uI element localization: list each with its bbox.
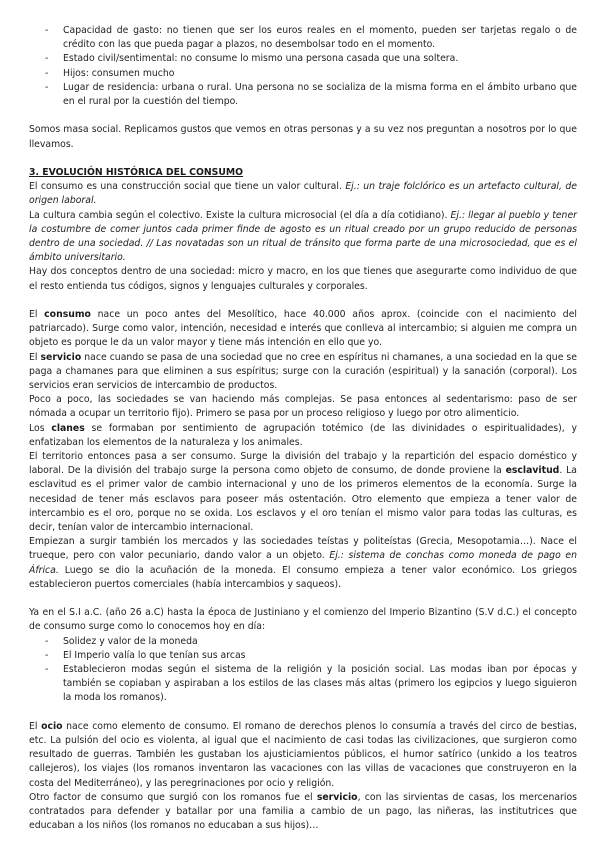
paragraph-text: El [29, 309, 45, 321]
keyword-consumo: consumo [44, 309, 91, 321]
example-text: Ej.: llegar al pueblo y tener la costumbre de comer juntos cada primer finde de agosto es un ritual creado por un grupo reducido de personas dentro de una sociedad. // Las novatadas son un ritual de tránsito que forma parte de una microsociedad, que es el ámbito universitario. [29, 209, 577, 264]
list-item: - Hijos: consumen mucho [29, 67, 577, 81]
list-item: - Lugar de residencia: urbana o rural. Una persona no se socializa de la misma forma en el ámbito urbano que en el rural por la cuestión del tiempo. [29, 81, 577, 109]
paragraph-text: El [29, 351, 41, 363]
mercados-paragraph [29, 535, 577, 592]
sedentarismo-paragraph: Poco a poco, las sociedades se van haciendo más complejas. Se pasa entonces al sedentarismo: paso de ser nómada a ocupar un territorio fijo). Primero se pasa por un proceso religioso y luego por otro alimenticio. [29, 394, 577, 420]
paragraph-text: nace como elemento de consumo. El romano de derechos plenos lo consumía a través del circo de bestias, etc. La pulsión del ocio es violenta, al igual que el nacimiento de casi todas las civilizaciones, que surgieron como resultado de guerras. También les gustaban los ajusticiamientos públicos, el humor satírico (unkido a los teatros callejeros), los viajes (los romanos inventaron las vacaciones con las villas de vacaciones que construyeron en la costa del Mediterráneo), y las peregrinaciones por ocio y religión. [29, 720, 577, 789]
paragraph-text: , con las sirvientas de casas, los mercenarios contratados para defender y batallar por una familia a cambio de un pago, las niñeras, las institutrices que educaban a los niños (los romanos no educaban a sus hijos)… [29, 791, 577, 832]
paragraph-text: nace cuando se pasa de una sociedad que no cree en espíritus ni chamanes, a una sociedad en la que se paga a chamanes para que eliminen a sus espíritus; surge con la curación (espiritual) y la sanación (corporal). Los servicios eran servicios de intercambio de productos. [29, 351, 577, 392]
keyword-servicio: servicio [316, 791, 358, 803]
paragraph-text: El consumo es una construcción social que tiene un valor cultural. [29, 181, 346, 193]
roman-servicio-paragraph [29, 791, 577, 834]
paragraph-text: Otro factor de consumo que surgió con los romanos fue el [29, 791, 317, 803]
keyword-ocio: ocio [41, 720, 63, 732]
consumo-paragraph [29, 308, 577, 351]
example-text: Ej.: un traje folclórico es un artefacto cultural, de origen laboral. [29, 181, 577, 207]
consumer-factors-list [29, 24, 577, 109]
paragraph-text: . La esclavitud es el primer valor de cambio internacional y uno de los primeros elementos de la economía. Surge la necesidad de tener más esclavos para poseer más ostentación. Otro elemento que empieza a tener valor de intercambio es el oro, porque no se oxida. Los esclavos y el oro tenían el mismo valor para todas las culturas, es decir, tenían valor de intercambio internacional. [29, 465, 577, 534]
cultural-value-paragraph [29, 180, 577, 208]
microsocial-paragraph [29, 209, 577, 266]
example-text: Ej.: sistema de conchas como moneda de pago en África. [29, 550, 577, 576]
paragraph-text: El [29, 720, 42, 732]
keyword-servicio: servicio [40, 351, 82, 363]
list-item: - Capacidad de gasto: no tienen que ser los euros reales en el momento, pueden ser tarjetas regalo o de crédito con las que pueda pagar a plazos, no desembolsar todo en el momento. [29, 24, 577, 52]
paragraph-text: Los [29, 422, 52, 434]
paragraph-text: nace un poco antes del Mesolítico, hace 40.000 años aprox. (coincide con el nacimiento del patriarcado). Surge como valor, intención, necesidad e interés que conlleva al intercambio; si alguien me compra un objeto es porque le da un valor mayor y tiene más intención en ello que yo. [29, 309, 577, 349]
roman-consumption-list [29, 635, 577, 706]
paragraph-text: Empiezan a surgir también los mercados y las sociedades teístas y politeístas (Grecia, Mesopotamia…). Nace el trueque, pero con valor pecuniario, dando valor a un objeto. [29, 536, 577, 562]
roman-intro-paragraph: Ya en el S.I a.C. (año 26 a.C) hasta la época de Justiniano y el comienzo del Imperio Bizantino (S.V d.C.) el concepto de consumo surge como lo conocemos hoy en día: [29, 607, 577, 633]
list-item: - El Imperio valía lo que tenían sus arcas [29, 649, 577, 663]
paragraph-text: El territorio entonces pasa a ser consumo. Surge la división del trabajo y la repartición del espacio doméstico y laboral. De la división del trabajo surge la persona como objeto de consumo, de donde proviene la [29, 451, 577, 477]
list-item: - Establecieron modas según el sistema de la religión y la posición social. Las modas iban por épocas y también se copiaban y aspiraban a los estilos de las clases más altas (primero los egipcios y luego siguieron la moda los romanos). [29, 663, 577, 706]
section-heading: 3. EVOLUCIÓN HISTÓRICA DEL CONSUMO [29, 167, 244, 178]
list-item: - Solidez y valor de la moneda [29, 635, 577, 649]
keyword-esclavitud: esclavitud [505, 465, 560, 477]
masa-social-paragraph: Somos masa social. Replicamos gustos que vemos en otras personas y a su vez nos preguntan a nosotros por lo que llevamos. [29, 124, 577, 150]
document-body [29, 24, 577, 834]
paragraph-text: Luego se dio la acuñación de la moneda. El consumo empieza a tener valor económico. Los griegos establecieron puertos comerciales (había intercambios y saqueos). [29, 564, 577, 590]
paragraph-text: se formaban por sentimiento de agrupación totémico (de las divinidades o espiritualidades), y enfatizaban los elementos de la naturaleza y los animales. [29, 422, 577, 448]
micro-macro-paragraph: Hay dos conceptos dentro de una sociedad: micro y macro, en los que tienes que asegurarte como individuo de que el resto entienda tus códigos, signos y lenguajes culturales y corporales. [29, 266, 577, 292]
ocio-paragraph [29, 720, 577, 791]
paragraph-text: La cultura cambia según el colectivo. Existe la cultura microsocial (el día a día cotidiano). [29, 209, 451, 221]
clanes-paragraph [29, 422, 577, 450]
territorio-paragraph [29, 450, 577, 535]
keyword-clanes: clanes [51, 422, 85, 434]
servicio-paragraph [29, 351, 577, 394]
list-item: - Estado civil/sentimental: no consume lo mismo una persona casada que una soltera. [29, 52, 577, 66]
